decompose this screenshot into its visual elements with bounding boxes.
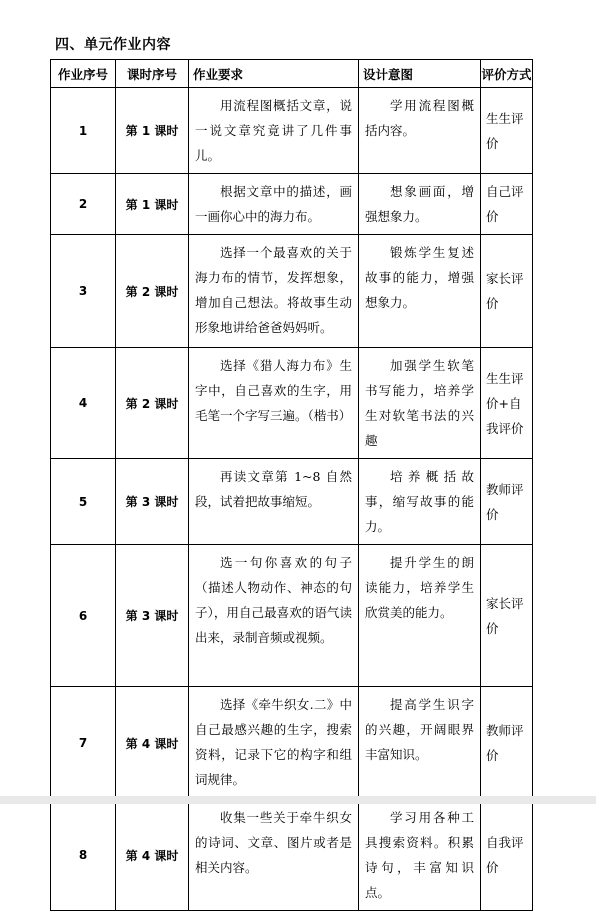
homework-no: 8 [51,800,116,911]
evaluation-text: 家长评价 [481,235,533,348]
page-bottom-edge [0,796,596,804]
intent-text: 加强学生软笔书写能力，培养学生对软笔书法的兴趣 [359,348,481,459]
evaluation-text: 自我评价 [481,800,533,911]
homework-no: 3 [51,235,116,348]
intent-text: 锻炼学生复述故事的能力，增强想象力。 [359,235,481,348]
homework-no: 6 [51,545,116,687]
section-heading: 四、单元作业内容 [55,37,171,53]
evaluation-text: 生生评价+自我评价 [481,348,533,459]
table-row [51,174,533,235]
requirement-text: 再读文章第 1~8 自然段，试着把故事缩短。 [189,459,359,545]
intent-text: 提升学生的朗读能力，培养学生欣赏美的能力。 [359,545,481,687]
requirement-text: 用流程图概括文章，说一说文章究竟讲了几件事儿。 [189,88,359,174]
lesson-no: 第 2 课时 [116,235,189,348]
requirement-text: 根据文章中的描述，画一画你心中的海力布。 [189,174,359,235]
requirement-text: 选择《猎人海力布》生字中，自己喜欢的生字，用毛笔一个字写三遍。（楷书） [189,348,359,459]
intent-text: 想象画面，增强想象力。 [359,174,481,235]
homework-no: 5 [51,459,116,545]
intent-text: 学习用各种工具搜索资料。积累诗句，丰富知识点。 [359,800,481,911]
table-row [51,687,533,800]
table-row [51,88,533,174]
lesson-no: 第 4 课时 [116,687,189,800]
intent-text: 培养概括故事，缩写故事的能力。 [359,459,481,545]
requirement-text: 选择一个最喜欢的关于海力布的情节，发挥想象，增加自己想法。将故事生动形象地讲给爸爸妈妈听。 [189,235,359,348]
lesson-no: 第 4 课时 [116,800,189,911]
requirement-text: 选一句你喜欢的句子（描述人物动作、神态的句子），用自己最喜欢的语气读出来，录制音频或视频。 [189,545,359,687]
intent-text: 提高学生识字的兴趣，开阔眼界丰富知识。 [359,687,481,800]
homework-no: 2 [51,174,116,235]
homework-no: 1 [51,88,116,174]
table-row [51,545,533,687]
table-row [51,348,533,459]
evaluation-text: 家长评价 [481,545,533,687]
evaluation-text: 自己评价 [481,174,533,235]
lesson-no: 第 1 课时 [116,174,189,235]
requirement-text: 选择《牵牛织女.二》中自己最感兴趣的生字，搜索资料，记录下它的构字和组词规律。 [189,687,359,800]
homework-no: 7 [51,687,116,800]
intent-text: 学用流程图概括内容。 [359,88,481,174]
evaluation-text: 教师评价 [481,459,533,545]
evaluation-text: 生生评价 [481,88,533,174]
header-lesson-no: 课时序号 [116,60,189,88]
header-requirement: 作业要求 [189,60,359,88]
lesson-no: 第 2 课时 [116,348,189,459]
homework-no: 4 [51,348,116,459]
header-homework-no: 作业序号 [51,60,116,88]
table-row [51,800,533,911]
homework-table [50,59,533,911]
table-row [51,459,533,545]
lesson-no: 第 1 课时 [116,88,189,174]
header-intent: 设计意图 [359,60,481,88]
table-row [51,235,533,348]
header-evaluation: 评价方式 [481,60,533,88]
requirement-text: 收集一些关于牵牛织女的诗词、文章、图片或者是相关内容。 [189,800,359,911]
header-row [51,60,533,88]
lesson-no: 第 3 课时 [116,459,189,545]
evaluation-text: 教师评价 [481,687,533,800]
lesson-no: 第 3 课时 [116,545,189,687]
